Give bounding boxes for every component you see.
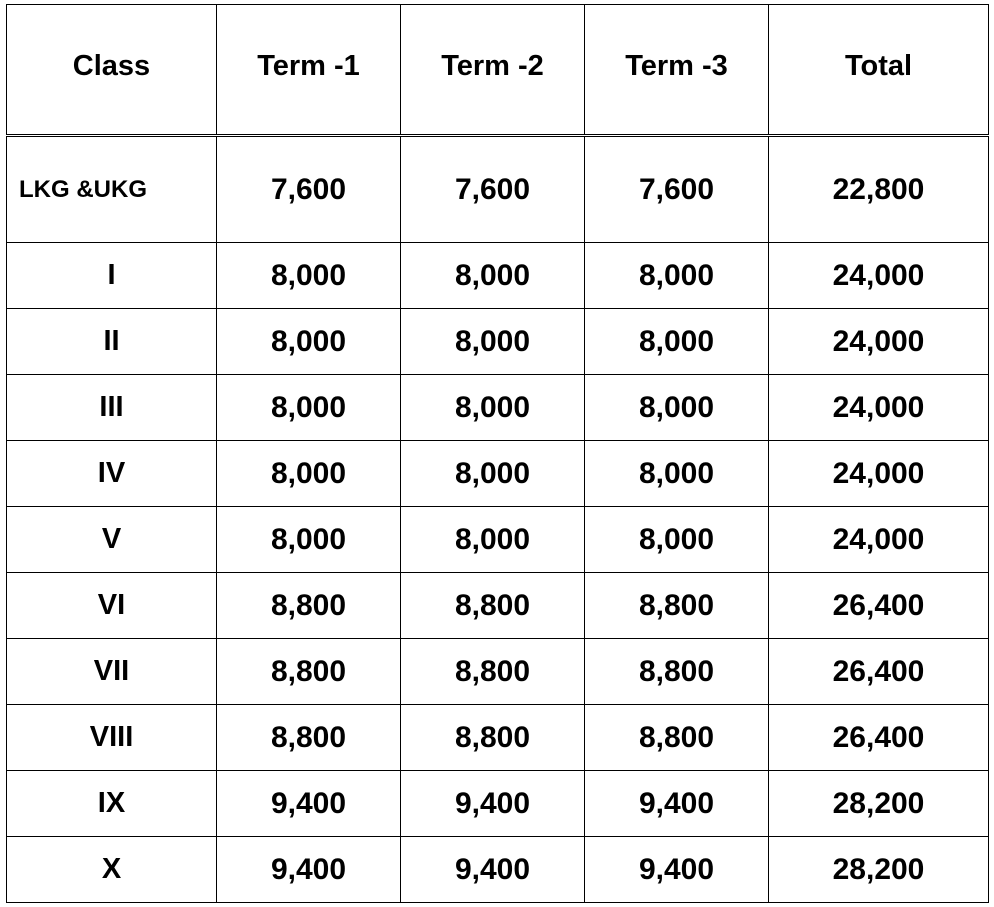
total-cell: 24,000 (769, 441, 989, 507)
term-1-cell: 8,000 (217, 375, 401, 441)
table-row (7, 573, 989, 639)
class-cell: VIII (7, 705, 217, 771)
term-1-cell: 7,600 (217, 136, 401, 243)
table-header-row (7, 5, 989, 136)
total-cell: 28,200 (769, 771, 989, 837)
class-cell: LKG &UKG (7, 136, 217, 243)
class-cell: I (7, 243, 217, 309)
total-cell: 24,000 (769, 375, 989, 441)
total-cell: 26,400 (769, 639, 989, 705)
table-row (7, 375, 989, 441)
class-cell: IX (7, 771, 217, 837)
term-2-cell: 8,000 (401, 309, 585, 375)
table-row (7, 771, 989, 837)
table-row (7, 705, 989, 771)
table-row (7, 639, 989, 705)
term-1-cell: 8,000 (217, 507, 401, 573)
total-cell: 28,200 (769, 837, 989, 903)
term-2-cell: 9,400 (401, 837, 585, 903)
term-3-cell: 8,000 (585, 309, 769, 375)
term-3-cell: 8,000 (585, 507, 769, 573)
term-3-cell: 9,400 (585, 771, 769, 837)
term-2-cell: 9,400 (401, 771, 585, 837)
term-2-cell: 8,800 (401, 573, 585, 639)
term-2-cell: 8,800 (401, 705, 585, 771)
class-cell: VI (7, 573, 217, 639)
term-2-cell: 8,000 (401, 243, 585, 309)
header-term-2: Term -2 (401, 5, 585, 136)
term-1-cell: 8,800 (217, 705, 401, 771)
class-cell: VII (7, 639, 217, 705)
term-2-cell: 8,000 (401, 507, 585, 573)
term-1-cell: 8,000 (217, 309, 401, 375)
term-3-cell: 8,000 (585, 375, 769, 441)
term-3-cell: 8,000 (585, 243, 769, 309)
table-row (7, 309, 989, 375)
term-3-cell: 8,000 (585, 441, 769, 507)
total-cell: 26,400 (769, 573, 989, 639)
table-row (7, 441, 989, 507)
class-cell: III (7, 375, 217, 441)
table-row (7, 243, 989, 309)
term-1-cell: 9,400 (217, 771, 401, 837)
table-row (7, 837, 989, 903)
table-row (7, 136, 989, 243)
term-2-cell: 7,600 (401, 136, 585, 243)
header-term-1: Term -1 (217, 5, 401, 136)
total-cell: 24,000 (769, 309, 989, 375)
term-3-cell: 8,800 (585, 639, 769, 705)
fee-table (6, 4, 989, 903)
term-2-cell: 8,000 (401, 441, 585, 507)
term-3-cell: 8,800 (585, 705, 769, 771)
header-total: Total (769, 5, 989, 136)
total-cell: 26,400 (769, 705, 989, 771)
term-2-cell: 8,800 (401, 639, 585, 705)
class-cell: II (7, 309, 217, 375)
term-3-cell: 9,400 (585, 837, 769, 903)
term-3-cell: 8,800 (585, 573, 769, 639)
class-cell: X (7, 837, 217, 903)
term-1-cell: 8,000 (217, 243, 401, 309)
total-cell: 22,800 (769, 136, 989, 243)
term-1-cell: 8,800 (217, 639, 401, 705)
term-2-cell: 8,000 (401, 375, 585, 441)
class-cell: IV (7, 441, 217, 507)
term-1-cell: 9,400 (217, 837, 401, 903)
term-1-cell: 8,800 (217, 573, 401, 639)
header-term-3: Term -3 (585, 5, 769, 136)
term-3-cell: 7,600 (585, 136, 769, 243)
class-cell: V (7, 507, 217, 573)
total-cell: 24,000 (769, 243, 989, 309)
header-class: Class (7, 5, 217, 136)
total-cell: 24,000 (769, 507, 989, 573)
term-1-cell: 8,000 (217, 441, 401, 507)
table-row (7, 507, 989, 573)
